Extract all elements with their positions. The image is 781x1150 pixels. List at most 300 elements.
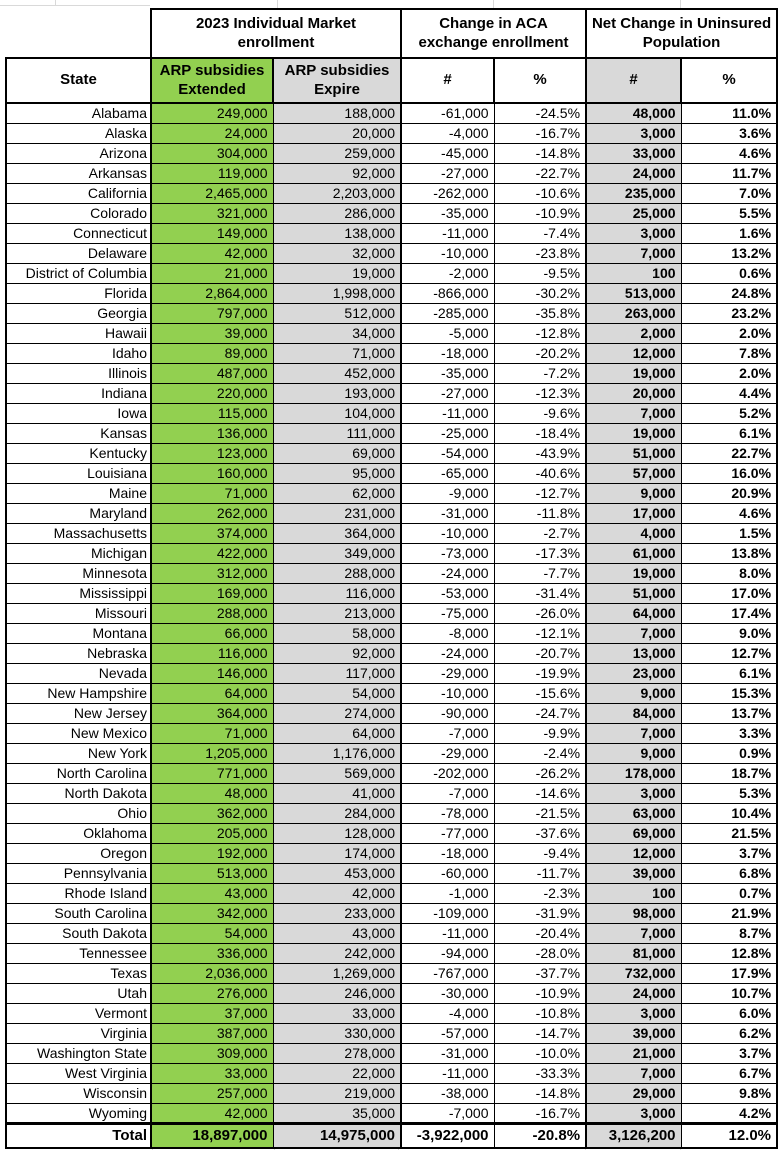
cell-arp-expire: 41,000	[273, 783, 401, 803]
column-header-change-count: #	[401, 58, 494, 103]
table-row	[6, 1003, 777, 1023]
cell-arp-expire: 453,000	[273, 863, 401, 883]
table-row	[6, 483, 777, 503]
cell-change-percent: -28.0%	[494, 943, 586, 963]
cell-uninsured-count: 33,000	[586, 143, 681, 163]
cell-change-count: -10,000	[401, 243, 494, 263]
corner-cell	[6, 9, 151, 58]
cell-arp-expire: 286,000	[273, 203, 401, 223]
cell-arp-extended: 42,000	[151, 1103, 273, 1123]
cell-arp-expire: 349,000	[273, 543, 401, 563]
cell-change-count: -4,000	[401, 1003, 494, 1023]
cell-state: California	[6, 183, 151, 203]
cell-uninsured-count: 7,000	[586, 1063, 681, 1083]
cell-change-count: -78,000	[401, 803, 494, 823]
cell-change-count: -53,000	[401, 583, 494, 603]
cell-uninsured-percent: 15.3%	[681, 683, 777, 703]
cell-arp-extended: 24,000	[151, 123, 273, 143]
cell-uninsured-count: 20,000	[586, 383, 681, 403]
cell-state: Minnesota	[6, 563, 151, 583]
cell-uninsured-count: 21,000	[586, 1043, 681, 1063]
cell-change-percent: -33.3%	[494, 1063, 586, 1083]
cell-change-percent: -17.3%	[494, 543, 586, 563]
cell-arp-extended: 487,000	[151, 363, 273, 383]
cell-arp-expire: 95,000	[273, 463, 401, 483]
cell-uninsured-count: 3,000	[586, 783, 681, 803]
cell-uninsured-percent: 23.2%	[681, 303, 777, 323]
cell-uninsured-count: 17,000	[586, 503, 681, 523]
cell-change-count: -24,000	[401, 563, 494, 583]
cell-change-count: -18,000	[401, 843, 494, 863]
cell-change-count: -7,000	[401, 1103, 494, 1123]
cell-change-count: -29,000	[401, 743, 494, 763]
cell-change-count: -38,000	[401, 1083, 494, 1103]
cell-uninsured-percent: 24.8%	[681, 283, 777, 303]
cell-arp-extended: 169,000	[151, 583, 273, 603]
gridline	[0, 5, 150, 6]
table-row	[6, 903, 777, 923]
cell-change-percent: -20.2%	[494, 343, 586, 363]
cell-uninsured-count: 3,000	[586, 123, 681, 143]
table-row	[6, 343, 777, 363]
cell-state: New Mexico	[6, 723, 151, 743]
cell-arp-extended: 257,000	[151, 1083, 273, 1103]
cell-state: Alaska	[6, 123, 151, 143]
cell-arp-extended: 205,000	[151, 823, 273, 843]
cell-change-count: -7,000	[401, 723, 494, 743]
table-row	[6, 823, 777, 843]
cell-arp-expire: 193,000	[273, 383, 401, 403]
cell-change-percent: -12.3%	[494, 383, 586, 403]
cell-uninsured-count: 39,000	[586, 1023, 681, 1043]
cell-change-percent: -26.2%	[494, 763, 586, 783]
cell-state: Nevada	[6, 663, 151, 683]
cell-uninsured-percent: 6.0%	[681, 1003, 777, 1023]
cell-change-percent: -10.9%	[494, 983, 586, 1003]
cell-uninsured-count: 57,000	[586, 463, 681, 483]
cell-change-count: -10,000	[401, 523, 494, 543]
cell-uninsured-count: 9,000	[586, 483, 681, 503]
cell-change-percent: -20.4%	[494, 923, 586, 943]
cell-arp-expire: 64,000	[273, 723, 401, 743]
cell-arp-extended: 115,000	[151, 403, 273, 423]
cell-change-count: -1,000	[401, 883, 494, 903]
cell-state: South Dakota	[6, 923, 151, 943]
table-row	[6, 803, 777, 823]
group-header-uninsured-change: Net Change in Uninsured Population	[586, 9, 777, 58]
table-row	[6, 123, 777, 143]
table-row	[6, 523, 777, 543]
table-row	[6, 943, 777, 963]
column-header-uninsured-percent: %	[681, 58, 777, 103]
cell-state: Maryland	[6, 503, 151, 523]
cell-state: Delaware	[6, 243, 151, 263]
cell-change-count: -31,000	[401, 503, 494, 523]
table-row	[6, 143, 777, 163]
cell-uninsured-percent: 11.0%	[681, 103, 777, 123]
cell-change-percent: -35.8%	[494, 303, 586, 323]
cell-uninsured-count: 513,000	[586, 283, 681, 303]
cell-uninsured-count: 63,000	[586, 803, 681, 823]
cell-change-percent: -18.4%	[494, 423, 586, 443]
cell-arp-extended: 513,000	[151, 863, 273, 883]
cell-change-count: -11,000	[401, 403, 494, 423]
cell-arp-expire: 233,000	[273, 903, 401, 923]
cell-uninsured-count: 39,000	[586, 863, 681, 883]
cell-state: Florida	[6, 283, 151, 303]
cell-uninsured-percent: 21.9%	[681, 903, 777, 923]
cell-arp-extended: 262,000	[151, 503, 273, 523]
cell-uninsured-percent: 5.5%	[681, 203, 777, 223]
cell-state: District of Columbia	[6, 263, 151, 283]
cell-state: Kentucky	[6, 443, 151, 463]
cell-state: Nebraska	[6, 643, 151, 663]
cell-arp-extended: 387,000	[151, 1023, 273, 1043]
gridline	[493, 0, 494, 8]
cell-change-percent: -21.5%	[494, 803, 586, 823]
cell-uninsured-percent: 10.7%	[681, 983, 777, 1003]
cell-change-count: -18,000	[401, 343, 494, 363]
total-change-count: -3,922,000	[401, 1123, 494, 1148]
cell-uninsured-percent: 7.0%	[681, 183, 777, 203]
cell-uninsured-percent: 6.1%	[681, 423, 777, 443]
cell-change-percent: -37.6%	[494, 823, 586, 843]
cell-change-count: -11,000	[401, 1063, 494, 1083]
cell-uninsured-percent: 8.0%	[681, 563, 777, 583]
cell-arp-extended: 2,864,000	[151, 283, 273, 303]
cell-change-count: -767,000	[401, 963, 494, 983]
cell-change-percent: -7.4%	[494, 223, 586, 243]
cell-state: Indiana	[6, 383, 151, 403]
table-row	[6, 103, 777, 123]
cell-change-count: -27,000	[401, 163, 494, 183]
table-body	[6, 103, 777, 1123]
cell-arp-extended: 304,000	[151, 143, 273, 163]
cell-change-count: -60,000	[401, 863, 494, 883]
table-row	[6, 303, 777, 323]
cell-change-count: -262,000	[401, 183, 494, 203]
cell-state: Hawaii	[6, 323, 151, 343]
cell-arp-expire: 231,000	[273, 503, 401, 523]
cell-change-percent: -30.2%	[494, 283, 586, 303]
table-row	[6, 883, 777, 903]
cell-uninsured-percent: 12.7%	[681, 643, 777, 663]
cell-state: North Carolina	[6, 763, 151, 783]
cell-uninsured-count: 732,000	[586, 963, 681, 983]
cell-uninsured-percent: 4.6%	[681, 503, 777, 523]
cell-uninsured-percent: 1.5%	[681, 523, 777, 543]
cell-change-percent: -12.1%	[494, 623, 586, 643]
column-header-arp-expire: ARP subsidies Expire	[273, 58, 401, 103]
cell-uninsured-percent: 3.7%	[681, 1043, 777, 1063]
cell-change-percent: -31.4%	[494, 583, 586, 603]
cell-state: Wyoming	[6, 1103, 151, 1123]
cell-arp-expire: 452,000	[273, 363, 401, 383]
cell-uninsured-percent: 9.8%	[681, 1083, 777, 1103]
total-label: Total	[6, 1123, 151, 1148]
cell-uninsured-percent: 11.7%	[681, 163, 777, 183]
cell-change-percent: -2.3%	[494, 883, 586, 903]
cell-state: Illinois	[6, 363, 151, 383]
cell-change-count: -54,000	[401, 443, 494, 463]
group-header-row	[6, 9, 777, 58]
cell-uninsured-count: 51,000	[586, 583, 681, 603]
table-row	[6, 243, 777, 263]
cell-state: Colorado	[6, 203, 151, 223]
table-row	[6, 163, 777, 183]
cell-arp-expire: 34,000	[273, 323, 401, 343]
cell-change-count: -25,000	[401, 423, 494, 443]
table-row	[6, 563, 777, 583]
cell-arp-expire: 104,000	[273, 403, 401, 423]
cell-change-count: -30,000	[401, 983, 494, 1003]
cell-arp-extended: 2,465,000	[151, 183, 273, 203]
cell-change-percent: -12.8%	[494, 323, 586, 343]
cell-change-count: -94,000	[401, 943, 494, 963]
cell-state: New Hampshire	[6, 683, 151, 703]
cell-uninsured-percent: 13.2%	[681, 243, 777, 263]
cell-arp-expire: 174,000	[273, 843, 401, 863]
cell-uninsured-percent: 17.0%	[681, 583, 777, 603]
cell-arp-expire: 219,000	[273, 1083, 401, 1103]
cell-arp-expire: 117,000	[273, 663, 401, 683]
cell-uninsured-count: 13,000	[586, 643, 681, 663]
cell-change-percent: -40.6%	[494, 463, 586, 483]
cell-arp-expire: 22,000	[273, 1063, 401, 1083]
cell-uninsured-percent: 1.6%	[681, 223, 777, 243]
cell-arp-extended: 276,000	[151, 983, 273, 1003]
cell-uninsured-count: 100	[586, 883, 681, 903]
cell-arp-extended: 309,000	[151, 1043, 273, 1063]
cell-uninsured-count: 263,000	[586, 303, 681, 323]
cell-uninsured-count: 84,000	[586, 703, 681, 723]
cell-state: Utah	[6, 983, 151, 1003]
cell-change-count: -8,000	[401, 623, 494, 643]
cell-uninsured-percent: 3.3%	[681, 723, 777, 743]
cell-uninsured-percent: 16.0%	[681, 463, 777, 483]
gridline	[680, 0, 681, 8]
cell-change-percent: -24.5%	[494, 103, 586, 123]
table-row	[6, 263, 777, 283]
cell-uninsured-percent: 18.7%	[681, 763, 777, 783]
cell-arp-expire: 71,000	[273, 343, 401, 363]
table-row	[6, 403, 777, 423]
cell-change-count: -7,000	[401, 783, 494, 803]
cell-state: Georgia	[6, 303, 151, 323]
cell-state: North Dakota	[6, 783, 151, 803]
cell-state: Kansas	[6, 423, 151, 443]
cell-change-count: -57,000	[401, 1023, 494, 1043]
cell-state: New Jersey	[6, 703, 151, 723]
cell-arp-expire: 569,000	[273, 763, 401, 783]
cell-arp-expire: 54,000	[273, 683, 401, 703]
cell-change-count: -11,000	[401, 923, 494, 943]
cell-arp-extended: 48,000	[151, 783, 273, 803]
column-header-row	[6, 58, 777, 103]
table-row	[6, 223, 777, 243]
cell-arp-extended: 2,036,000	[151, 963, 273, 983]
cell-uninsured-percent: 7.8%	[681, 343, 777, 363]
cell-state: Iowa	[6, 403, 151, 423]
cell-state: Massachusetts	[6, 523, 151, 543]
cell-uninsured-percent: 4.2%	[681, 1103, 777, 1123]
cell-arp-extended: 123,000	[151, 443, 273, 463]
cell-uninsured-count: 61,000	[586, 543, 681, 563]
cell-change-count: -77,000	[401, 823, 494, 843]
cell-change-percent: -11.7%	[494, 863, 586, 883]
cell-uninsured-percent: 6.7%	[681, 1063, 777, 1083]
cell-uninsured-percent: 13.7%	[681, 703, 777, 723]
cell-uninsured-count: 3,000	[586, 1003, 681, 1023]
cell-arp-extended: 771,000	[151, 763, 273, 783]
cell-state: Missouri	[6, 603, 151, 623]
column-header-change-percent: %	[494, 58, 586, 103]
cell-uninsured-count: 2,000	[586, 323, 681, 343]
cell-state: Washington State	[6, 1043, 151, 1063]
cell-uninsured-count: 7,000	[586, 243, 681, 263]
cell-change-percent: -10.8%	[494, 1003, 586, 1023]
cell-uninsured-count: 3,000	[586, 223, 681, 243]
cell-uninsured-percent: 6.1%	[681, 663, 777, 683]
cell-uninsured-count: 81,000	[586, 943, 681, 963]
cell-change-percent: -15.6%	[494, 683, 586, 703]
cell-uninsured-count: 24,000	[586, 983, 681, 1003]
cell-change-count: -29,000	[401, 663, 494, 683]
cell-change-count: -24,000	[401, 643, 494, 663]
table-row	[6, 683, 777, 703]
cell-arp-expire: 512,000	[273, 303, 401, 323]
cell-arp-extended: 362,000	[151, 803, 273, 823]
cell-uninsured-count: 7,000	[586, 623, 681, 643]
cell-arp-extended: 54,000	[151, 923, 273, 943]
cell-change-percent: -14.6%	[494, 783, 586, 803]
table-row	[6, 443, 777, 463]
cell-uninsured-count: 25,000	[586, 203, 681, 223]
cell-arp-expire: 20,000	[273, 123, 401, 143]
table-row	[6, 783, 777, 803]
cell-change-percent: -16.7%	[494, 123, 586, 143]
table-row	[6, 623, 777, 643]
cell-state: Louisiana	[6, 463, 151, 483]
table-row	[6, 323, 777, 343]
cell-change-count: -11,000	[401, 223, 494, 243]
cell-change-percent: -14.7%	[494, 1023, 586, 1043]
cell-state: Rhode Island	[6, 883, 151, 903]
cell-change-count: -31,000	[401, 1043, 494, 1063]
table-row	[6, 763, 777, 783]
cell-uninsured-percent: 6.8%	[681, 863, 777, 883]
cell-state: Oregon	[6, 843, 151, 863]
cell-change-count: -27,000	[401, 383, 494, 403]
cell-arp-extended: 136,000	[151, 423, 273, 443]
cell-arp-extended: 364,000	[151, 703, 273, 723]
enrollment-table	[5, 8, 778, 1149]
group-header-aca-change: Change in ACA exchange enrollment	[401, 9, 586, 58]
cell-arp-expire: 213,000	[273, 603, 401, 623]
cell-change-count: -285,000	[401, 303, 494, 323]
cell-uninsured-percent: 22.7%	[681, 443, 777, 463]
cell-arp-extended: 192,000	[151, 843, 273, 863]
cell-state: West Virginia	[6, 1063, 151, 1083]
cell-arp-extended: 89,000	[151, 343, 273, 363]
cell-change-percent: -7.2%	[494, 363, 586, 383]
cell-uninsured-count: 9,000	[586, 683, 681, 703]
cell-uninsured-count: 64,000	[586, 603, 681, 623]
cell-arp-extended: 42,000	[151, 243, 273, 263]
cell-arp-extended: 33,000	[151, 1063, 273, 1083]
cell-change-count: -4,000	[401, 123, 494, 143]
cell-change-percent: -22.7%	[494, 163, 586, 183]
cell-change-count: -75,000	[401, 603, 494, 623]
cell-arp-expire: 62,000	[273, 483, 401, 503]
cell-arp-expire: 32,000	[273, 243, 401, 263]
cell-arp-extended: 374,000	[151, 523, 273, 543]
cell-uninsured-count: 48,000	[586, 103, 681, 123]
cell-uninsured-percent: 0.7%	[681, 883, 777, 903]
cell-arp-expire: 111,000	[273, 423, 401, 443]
cell-uninsured-count: 19,000	[586, 363, 681, 383]
cell-change-count: -109,000	[401, 903, 494, 923]
cell-uninsured-percent: 4.6%	[681, 143, 777, 163]
cell-arp-extended: 160,000	[151, 463, 273, 483]
total-row	[6, 1123, 777, 1148]
cell-state: Texas	[6, 963, 151, 983]
cell-uninsured-percent: 8.7%	[681, 923, 777, 943]
column-header-arp-extended: ARP subsidies Extended	[151, 58, 273, 103]
table-row	[6, 1023, 777, 1043]
cell-arp-extended: 220,000	[151, 383, 273, 403]
cell-state: Arkansas	[6, 163, 151, 183]
cell-arp-expire: 288,000	[273, 563, 401, 583]
cell-change-percent: -7.7%	[494, 563, 586, 583]
total-extended: 18,897,000	[151, 1123, 273, 1148]
cell-uninsured-count: 12,000	[586, 843, 681, 863]
table-row	[6, 603, 777, 623]
cell-arp-extended: 336,000	[151, 943, 273, 963]
cell-change-percent: -14.8%	[494, 1083, 586, 1103]
cell-uninsured-percent: 0.6%	[681, 263, 777, 283]
cell-arp-extended: 71,000	[151, 483, 273, 503]
table-row	[6, 463, 777, 483]
table-row	[6, 1103, 777, 1123]
cell-change-percent: -14.8%	[494, 143, 586, 163]
cell-change-percent: -9.5%	[494, 263, 586, 283]
cell-arp-extended: 21,000	[151, 263, 273, 283]
cell-arp-expire: 284,000	[273, 803, 401, 823]
table-row	[6, 983, 777, 1003]
cell-arp-expire: 1,998,000	[273, 283, 401, 303]
cell-change-percent: -31.9%	[494, 903, 586, 923]
cell-arp-extended: 39,000	[151, 323, 273, 343]
table-row	[6, 503, 777, 523]
cell-change-count: -65,000	[401, 463, 494, 483]
table-row	[6, 863, 777, 883]
cell-arp-expire: 259,000	[273, 143, 401, 163]
cell-state: Alabama	[6, 103, 151, 123]
cell-change-percent: -23.8%	[494, 243, 586, 263]
cell-arp-extended: 312,000	[151, 563, 273, 583]
cell-uninsured-count: 4,000	[586, 523, 681, 543]
cell-uninsured-count: 29,000	[586, 1083, 681, 1103]
cell-state: Ohio	[6, 803, 151, 823]
cell-arp-extended: 119,000	[151, 163, 273, 183]
cell-state: Virginia	[6, 1023, 151, 1043]
cell-uninsured-count: 178,000	[586, 763, 681, 783]
cell-uninsured-percent: 4.4%	[681, 383, 777, 403]
cell-arp-expire: 43,000	[273, 923, 401, 943]
cell-state: Montana	[6, 623, 151, 643]
cell-arp-expire: 35,000	[273, 1103, 401, 1123]
